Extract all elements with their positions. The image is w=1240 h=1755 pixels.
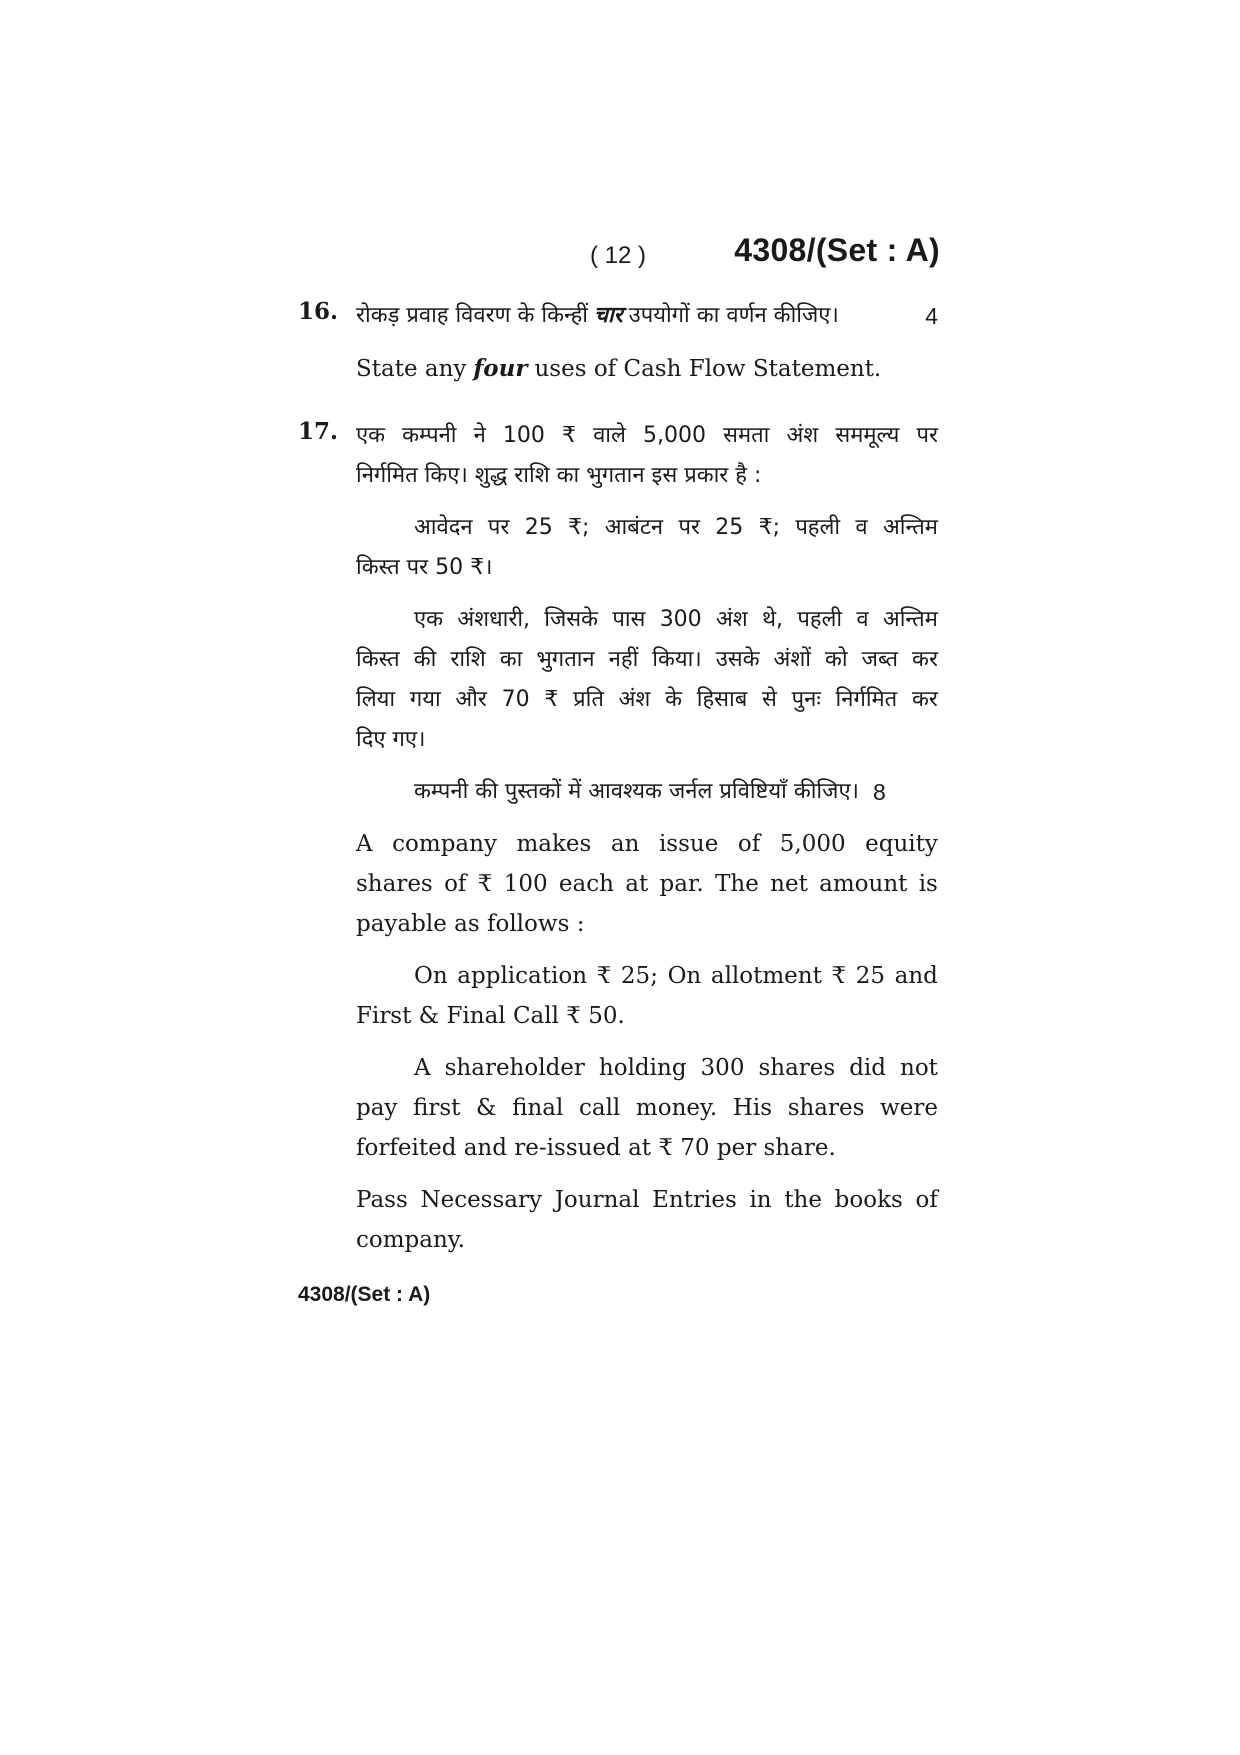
word: of (737, 831, 761, 857)
word: को (825, 647, 848, 672)
marks: 4 (925, 303, 938, 329)
word: पर (916, 423, 938, 448)
hindi-text: उपयोगों का वर्णन कीजिए। (628, 303, 839, 328)
english-line: company. (356, 1227, 466, 1253)
word: निर्गमित (835, 687, 898, 712)
word: राशि (450, 647, 486, 672)
word: आवेदन (414, 515, 473, 540)
english-line (356, 956, 938, 996)
word: the (784, 1187, 822, 1213)
hindi-line: दिए गए। (356, 727, 426, 752)
word: उसके (715, 647, 760, 672)
hindi-paragraph-2 (356, 508, 938, 588)
word: पर (678, 515, 700, 540)
word: कर (912, 647, 938, 672)
paper-code-footer: 4308/(Set : A) (298, 1283, 431, 1306)
word: थे, (762, 607, 784, 632)
hindi-line: किस्त पर 50 ₹। (356, 555, 493, 580)
english-paragraph-4 (356, 1180, 938, 1260)
word: money. (635, 1095, 718, 1121)
word: at (625, 871, 649, 897)
word: His (732, 1095, 773, 1121)
word: किस्त (356, 647, 400, 672)
word: 5,000 (779, 831, 846, 857)
word: अन्तिम (882, 515, 938, 540)
word: issue (658, 831, 719, 857)
question-number: 16. (298, 298, 339, 325)
word: were (880, 1095, 938, 1121)
word: 5,000 (643, 423, 707, 448)
hindi-paragraph-3 (356, 600, 938, 760)
word: ₹ (561, 423, 576, 448)
hindi-emphasis: चार (593, 303, 623, 328)
word: अन्तिम (882, 607, 938, 632)
hindi-paragraph-4 (356, 772, 938, 812)
english-line: First & Final Call ₹ 50. (356, 1003, 625, 1029)
english-text: State any (356, 356, 467, 382)
word: makes (516, 831, 592, 857)
word: ₹ (477, 871, 493, 897)
marks: 8 (872, 779, 886, 805)
hindi-line (356, 600, 938, 640)
word: एक (356, 423, 386, 448)
word: 100 (503, 871, 548, 897)
english-text: uses of Cash Flow Statement. (534, 356, 882, 382)
word: shares (356, 871, 433, 897)
word: की (413, 647, 437, 672)
word: Journal (554, 1187, 640, 1213)
word: 25 (524, 515, 553, 540)
word: books (834, 1187, 903, 1213)
word: Entries (652, 1187, 737, 1213)
word: an (610, 831, 640, 857)
word: अंशों (773, 647, 811, 672)
word: भुगतान (536, 647, 595, 672)
word: पहली (797, 607, 843, 632)
hindi-line (356, 296, 938, 336)
word: pay (356, 1095, 398, 1121)
word: अंश (715, 607, 748, 632)
word: did (849, 1055, 887, 1081)
word: कम्पनी (402, 423, 457, 448)
word: ₹; (568, 515, 590, 540)
word: call (578, 1095, 621, 1121)
word: 25 (855, 963, 886, 989)
word: A (414, 1055, 431, 1081)
question-body (356, 296, 938, 389)
word: shares (758, 1055, 836, 1081)
english-line (356, 349, 938, 389)
word: A (356, 831, 373, 857)
word: On (667, 963, 702, 989)
word: 100 (502, 423, 545, 448)
word: व (856, 607, 869, 632)
word: किया। (652, 647, 702, 672)
word: shares (787, 1095, 865, 1121)
english-line: forfeited and re-issued at ₹ 70 per share. (356, 1135, 836, 1161)
question-number: 17. (298, 418, 339, 445)
word: ₹ (544, 687, 559, 712)
hindi-line (356, 508, 938, 548)
word: is (918, 871, 938, 897)
english-paragraph-2 (356, 956, 938, 1036)
word: 70 (501, 687, 530, 712)
word: of (915, 1187, 938, 1213)
hindi-line: निर्गमित किए। शुद्ध राशि का भुगतान इस प्रकार है : (356, 463, 762, 488)
word: 300 (659, 607, 702, 632)
word: और (455, 687, 487, 712)
word: not (900, 1055, 938, 1081)
hindi-text: रोकड़ प्रवाह विवरण के किन्हीं (356, 303, 588, 328)
word: final (512, 1095, 564, 1121)
word: पहली (795, 515, 841, 540)
word: एक (414, 607, 444, 632)
english-line (356, 1180, 938, 1220)
word: वाले (593, 423, 626, 448)
word: जिसके (544, 607, 599, 632)
word: par. (659, 871, 704, 897)
question-body (356, 416, 938, 1260)
hindi-line (356, 416, 938, 456)
word: हिसाब (696, 687, 748, 712)
word: Necessary (420, 1187, 542, 1213)
word: नहीं (608, 647, 639, 672)
english-emphasis: four (473, 355, 528, 382)
word: in (749, 1187, 772, 1213)
word: लिया (356, 687, 396, 712)
word: व (855, 515, 868, 540)
english-line: payable as follows : (356, 911, 585, 937)
word: पर (487, 515, 510, 540)
word: The (715, 871, 759, 897)
word: पास (612, 607, 646, 632)
word: अंश (618, 687, 651, 712)
hindi-text: कम्पनी की पुस्तकों में आवश्यक जर्नल प्रविष्टियाँ कीजिए। (414, 779, 859, 804)
word: allotment (710, 963, 822, 989)
hindi-paragraph-1 (356, 416, 938, 496)
word: का (499, 647, 523, 672)
word: प्रति (573, 687, 604, 712)
word: 25; (620, 963, 658, 989)
hindi-line (356, 640, 938, 680)
word: first (413, 1095, 461, 1121)
english-line (356, 824, 938, 864)
word: ₹ (596, 963, 612, 989)
word: समता (723, 423, 770, 448)
word: of (444, 871, 467, 897)
word: 300 (700, 1055, 745, 1081)
word: पुनः (791, 687, 821, 712)
word: & (476, 1095, 497, 1121)
word: company (392, 831, 497, 857)
word: ₹ (831, 963, 847, 989)
page-number: ( 12 ) (590, 242, 647, 269)
word: On (414, 963, 448, 989)
page-header (590, 232, 940, 282)
word: 25 (715, 515, 744, 540)
word: कर (911, 687, 938, 712)
word: shareholder (444, 1055, 585, 1081)
word: amount (819, 871, 908, 897)
word: जब्त (861, 647, 899, 672)
word: application (457, 963, 588, 989)
word: आबंटन (604, 515, 664, 540)
english-line (356, 1088, 938, 1128)
word: and (894, 963, 938, 989)
hindi-line (356, 680, 938, 720)
word: गया (409, 687, 441, 712)
word: equity (865, 831, 938, 857)
english-line (356, 1048, 938, 1088)
word: सममूल्य (835, 423, 900, 448)
word: each (558, 871, 614, 897)
word: net (770, 871, 808, 897)
word: के (665, 687, 683, 712)
english-paragraph-1 (356, 824, 938, 944)
english-line (356, 864, 938, 904)
word: से (762, 687, 777, 712)
word: holding (598, 1055, 687, 1081)
paper-code-header: 4308/(Set : A) (734, 232, 940, 268)
word: अंश (786, 423, 819, 448)
english-paragraph-3 (356, 1048, 938, 1168)
word: ने (473, 423, 486, 448)
word: ₹; (758, 515, 780, 540)
word: अंशधारी, (457, 607, 531, 632)
word: Pass (356, 1187, 408, 1213)
